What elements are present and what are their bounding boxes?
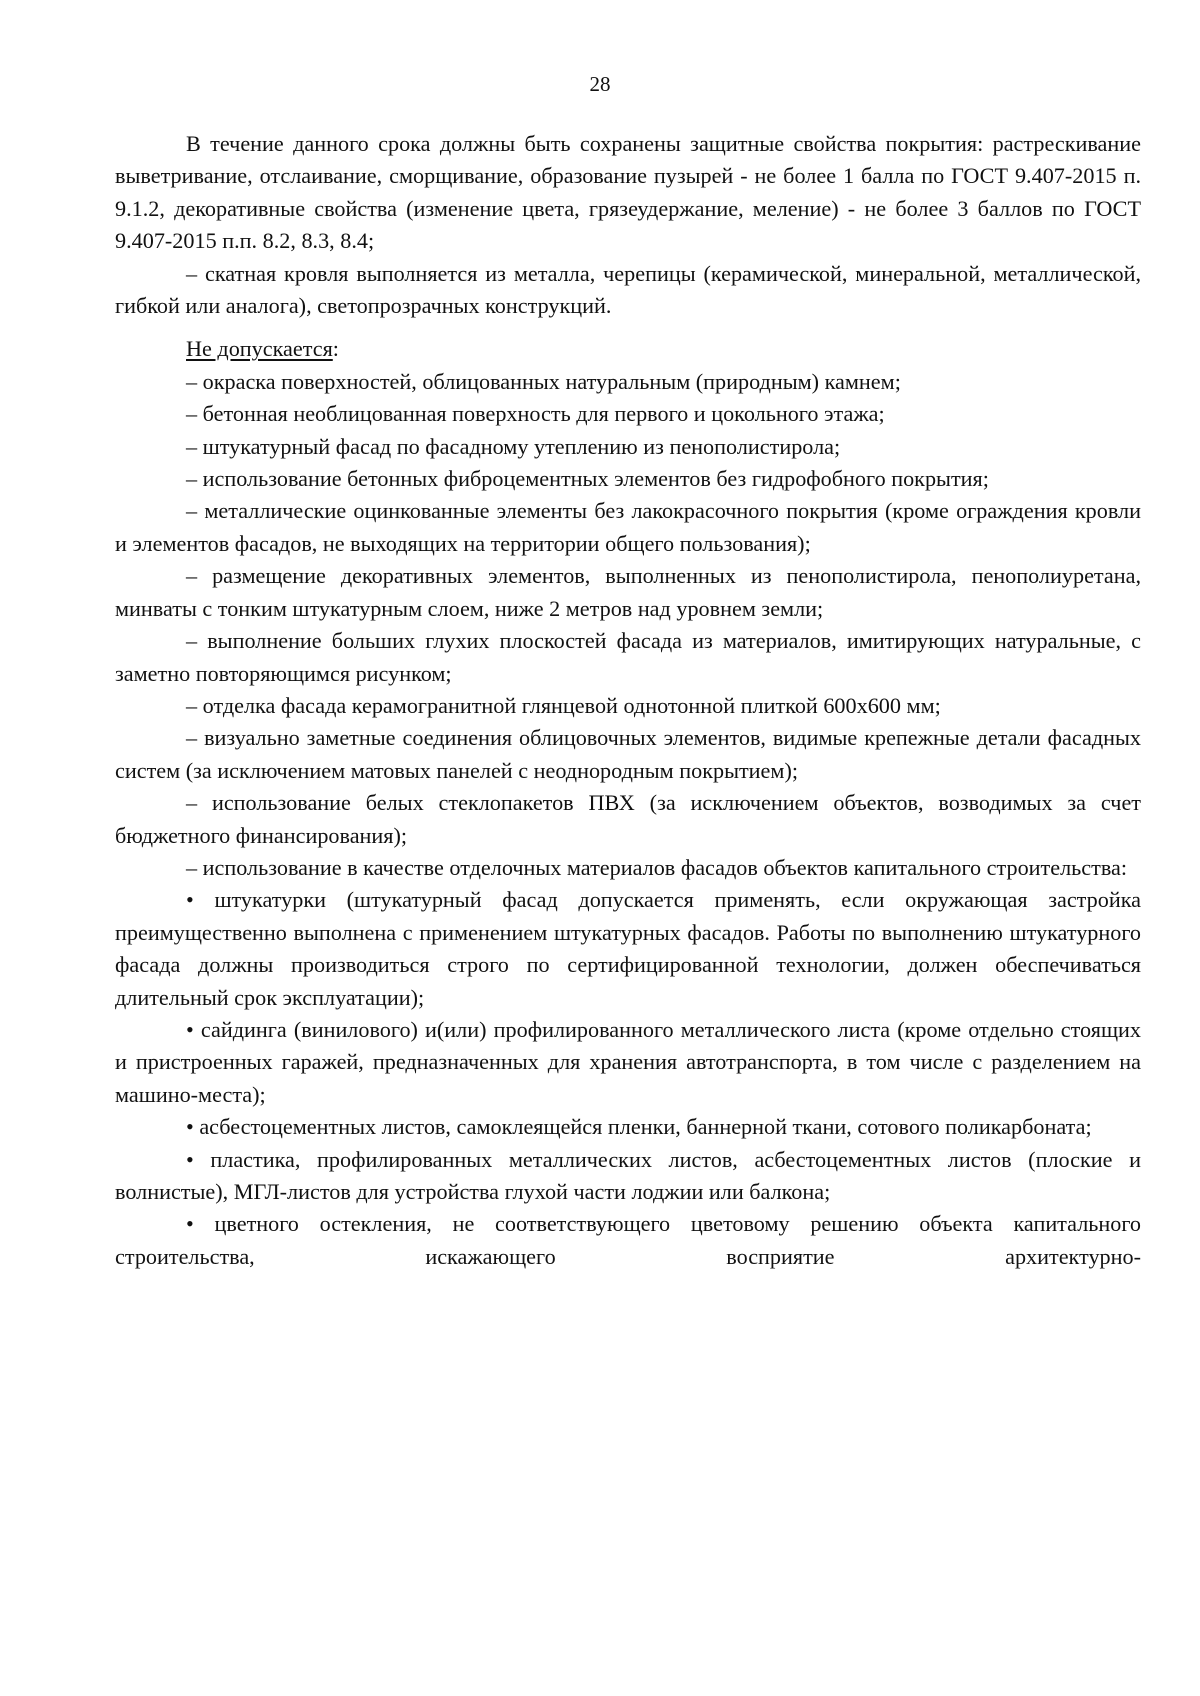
prohibited-heading xyxy=(115,333,1141,365)
prohibited-item: – металлические оцинкованные элементы без лакокрасочного покрытия (кроме ограждения кровли и элементов фасадов, не выходящих на территории общего пользования); xyxy=(115,498,1141,556)
prohibited-material-bullet: • сайдинга (винилового) и(или) профилированного металлического листа (кроме отдельно стоящих и пристроенных гаражей, предназначенных для хранения автотранспорта, в том числе с разделением на машино-места); xyxy=(115,1016,1141,1107)
prohibited-material-bullet: • цветного остекления, не соответствующего цветовому решению объекта капитального строительства, искажающего восприятие архитектурно- xyxy=(115,1211,1141,1269)
prohibited-item: – размещение декоративных элементов, выполненных из пенополистирола, пенополиуретана, минваты с тонким штукатурным слоем, ниже 2 метров над уровнем земли; xyxy=(115,563,1141,621)
prohibited-heading-text: Не допускается xyxy=(186,336,333,362)
intro-paragraph: В течение данного срока должны быть сохранены защитные свойства покрытия: растрескивание выветривание, отслаивание, сморщивание, образование пузырей - не более 1 балла по ГОСТ 9.407-2015 п. 9.1.2, декоративные свойства (изменение цвета, грязеудержание, меление) - не более 3 баллов по ГОСТ 9.407-2015 п.п. 8.2, 8.3, 8.4; xyxy=(115,131,1141,254)
prohibited-material-bullet: • асбестоцементных листов, самоклеящейся пленки, баннерной ткани, сотового поликарбоната; xyxy=(186,1114,1092,1140)
prohibited-item: – отделка фасада керамогранитной глянцевой однотонной плиткой 600х600 мм; xyxy=(186,692,941,718)
prohibited-material-bullet: • пластика, профилированных металлических листов, асбестоцементных листов (плоские и волнистые), МГЛ-листов для устройства глухой части лоджии или балкона; xyxy=(115,1146,1141,1204)
prohibited-item: – использование бетонных фиброцементных элементов без гидрофобного покрытия; xyxy=(186,466,989,492)
prohibited-heading-colon: : xyxy=(332,336,339,362)
page-number: 28 xyxy=(589,72,611,96)
prohibited-item: – использование белых стеклопакетов ПВХ (за исключением объектов, возводимых за счет бюджетного финансирования); xyxy=(115,790,1141,848)
document-body xyxy=(115,128,1141,1273)
prohibited-item: – выполнение больших глухих плоскостей фасада из материалов, имитирующих натуральные, с заметно повторяющимся рисунком; xyxy=(115,628,1141,686)
prohibited-material-bullet: • штукатурки (штукатурный фасад допускается применять, если окружающая застройка преимущественно выполнена с применением штукатурных фасадов. Работы по выполнению штукатурного фасада должны производиться строго по сертифицированной технологии, должен обеспечиваться длительный срок эксплуатации); xyxy=(115,887,1141,1010)
prohibited-item: – визуально заметные соединения облицовочных элементов, видимые крепежные детали фасадных систем (за исключением матовых панелей с неоднородным покрытием); xyxy=(115,725,1141,783)
prohibited-item: – штукатурный фасад по фасадному утеплению из пенополистирола; xyxy=(186,433,841,459)
prohibited-item: – использование в качестве отделочных материалов фасадов объектов капитального строительства: xyxy=(186,854,1128,880)
prohibited-item: – бетонная необлицованная поверхность для первого и цокольного этажа; xyxy=(186,401,885,427)
roof-requirement: – скатная кровля выполняется из металла, черепицы (керамической, минеральной, металлической, гибкой или аналога), светопрозрачных конструкций. xyxy=(115,260,1141,319)
prohibited-item: – окраска поверхностей, облицованных натуральным (природным) камнем; xyxy=(186,368,901,394)
